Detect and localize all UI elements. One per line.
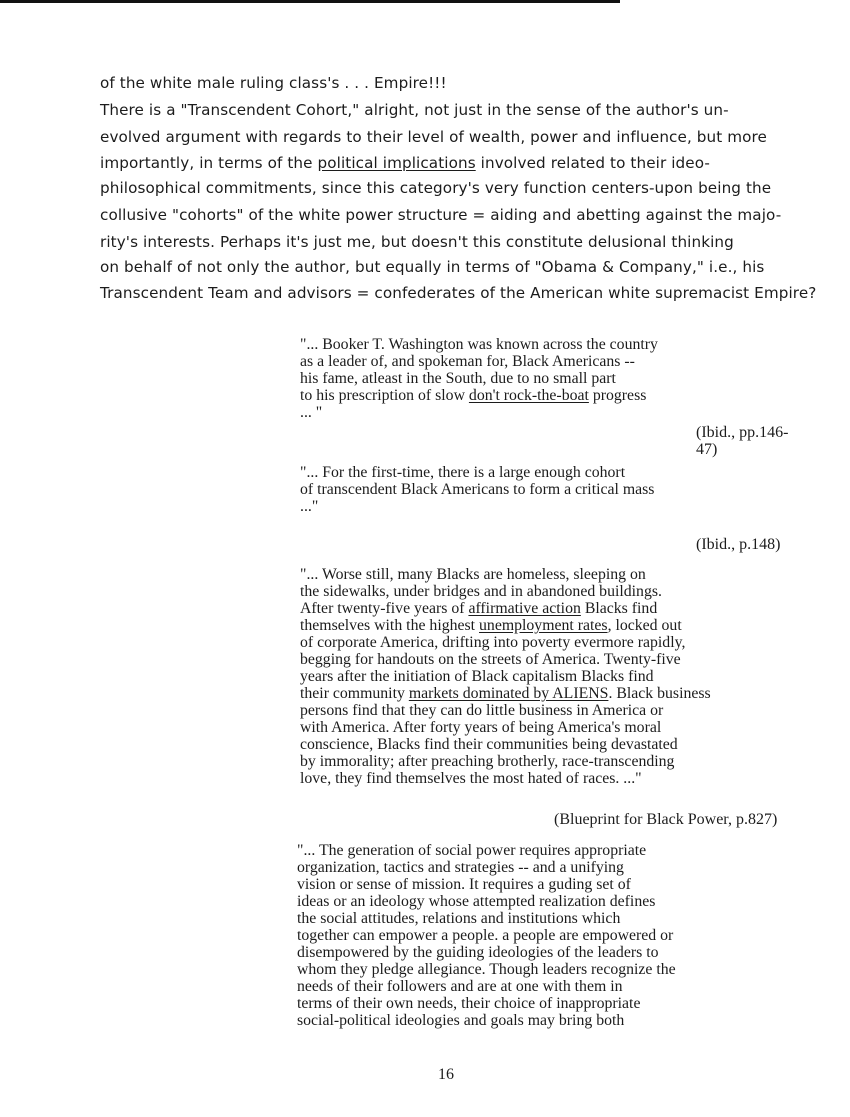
- text-run: the sidewalks, under bridges and in abandoned buildings.: [300, 583, 662, 600]
- text-run: ...": [300, 498, 319, 515]
- quote-line: [300, 685, 711, 703]
- quote-line: [300, 481, 654, 499]
- quote-line: [297, 876, 631, 894]
- quote-line: [300, 617, 682, 635]
- text-run: conscience, Blacks find their communities being devastated: [300, 736, 678, 753]
- body-line: [100, 74, 447, 92]
- text-run: progress: [588, 387, 647, 404]
- body-line: [100, 179, 771, 197]
- quote-line: [297, 927, 673, 945]
- quote-line: [300, 370, 616, 388]
- text-run: of transcendent Black Americans to form a critical mass: [300, 481, 655, 498]
- text-run: to his prescription of slow: [300, 387, 469, 404]
- quote-line: [297, 961, 676, 979]
- body-line: [100, 258, 764, 276]
- text-run: years after the initiation of Black capitalism Blacks find: [300, 668, 654, 685]
- text-run: his fame, atleast in the South, due to no small part: [300, 370, 616, 387]
- text-run: on behalf of not only the author, but equally in terms of "Obama & Company," i.e., his: [100, 258, 765, 276]
- quote-line: [297, 910, 620, 928]
- quote-line: [300, 387, 646, 405]
- body-line: [100, 154, 710, 172]
- text-run: rity's interests. Perhaps it's just me, but doesn't this constitute delusional thinking: [100, 233, 734, 251]
- quote-line: [300, 702, 663, 720]
- text-run: "... Booker T. Washington was known across the country: [300, 336, 658, 353]
- quote-line: [300, 600, 657, 618]
- text-run: There is a "Transcendent Cohort," alright, not just in the sense of the author's un-: [100, 101, 729, 119]
- page-number: 16: [438, 1066, 454, 1083]
- underlined-phrase: markets dominated by ALIENS: [408, 685, 609, 702]
- text-run: Transcendent Team and advisors = confederates of the American white supremacist Empire?: [100, 284, 817, 302]
- text-run: ideas or an ideology whose attempted realization defines: [297, 893, 656, 910]
- body-line: [100, 101, 729, 119]
- text-run: evolved argument with regards to their level of wealth, power and influence, but more: [100, 128, 767, 146]
- text-run: with America. After forty years of being America's moral: [300, 719, 662, 736]
- quote-line: [300, 719, 661, 737]
- citation: (Ibid., pp.146-: [696, 424, 789, 441]
- quote-line: [297, 842, 646, 860]
- text-run: needs of their followers and are at one with them in: [297, 978, 623, 995]
- quote-line: [300, 736, 678, 754]
- quote-line: [300, 566, 646, 584]
- text-run: . Black business: [608, 685, 711, 702]
- quote-line: [300, 498, 318, 516]
- quote-line: [300, 336, 658, 354]
- text-run: by immorality; after preaching brotherly, race-transcending: [300, 753, 675, 770]
- text-run: importantly, in terms of the: [100, 154, 318, 172]
- text-run: together can empower a people. a people are empowered or: [297, 927, 674, 944]
- top-border-line: [0, 0, 620, 3]
- citation: (Ibid., p.148): [696, 536, 781, 553]
- quote-line: [297, 978, 623, 996]
- text-run: organization, tactics and strategies -- and a unifying: [297, 859, 624, 876]
- quote-line: [297, 893, 655, 911]
- quote-line: [300, 753, 674, 771]
- body-line: [100, 233, 734, 251]
- text-run: vision or sense of mission. It requires a guding set of: [297, 876, 631, 893]
- text-run: "... For the first-time, there is a large enough cohort: [300, 464, 626, 481]
- quote-line: [297, 995, 640, 1013]
- text-run: collusive "cohorts" of the white power structure = aiding and abetting against the majo-: [100, 206, 782, 224]
- quote-line: [297, 1012, 624, 1030]
- text-run: Blacks find: [580, 600, 658, 617]
- quote-line: [300, 651, 681, 669]
- text-run: ... ": [300, 404, 323, 421]
- body-line: [100, 206, 781, 224]
- underlined-phrase: political implications: [317, 154, 476, 172]
- quote-line: [300, 353, 635, 371]
- quote-line: [300, 770, 642, 788]
- quote-line: [300, 634, 685, 652]
- text-run: "... Worse still, many Blacks are homeless, sleeping on: [300, 566, 646, 583]
- text-run: "... The generation of social power requires appropriate: [297, 842, 647, 859]
- text-run: , locked out: [607, 617, 682, 634]
- underlined-phrase: unemployment rates: [479, 617, 608, 634]
- text-run: After twenty-five years of: [300, 600, 469, 617]
- body-line: [100, 128, 767, 146]
- text-run: of the white male ruling class's . . . Empire!!!: [100, 74, 447, 92]
- text-run: begging for handouts on the streets of America. Twenty-five: [300, 651, 681, 668]
- text-run: the social attitudes, relations and institutions which: [297, 910, 621, 927]
- text-run: disempowered by the guiding ideologies of the leaders to: [297, 944, 659, 961]
- citation: (Blueprint for Black Power, p.827): [554, 811, 778, 828]
- text-run: social-political ideologies and goals may bring both: [297, 1012, 625, 1029]
- citation: 47): [696, 441, 718, 458]
- text-run: persons find that they can do little business in America or: [300, 702, 664, 719]
- quote-line: [300, 668, 654, 686]
- text-run: as a leader of, and spokeman for, Black Americans --: [300, 353, 635, 370]
- text-run: involved related to their ideo-: [475, 154, 710, 172]
- underlined-phrase: don't rock-the-boat: [468, 387, 589, 404]
- text-run: themselves with the highest: [300, 617, 480, 634]
- text-run: philosophical commitments, since this category's very function centers-upon being the: [100, 179, 772, 197]
- text-run: terms of their own needs, their choice of inappropriate: [297, 995, 641, 1012]
- text-run: of corporate America, drifting into poverty evermore rapidly,: [300, 634, 686, 651]
- quote-line: [297, 944, 659, 962]
- body-line: [100, 284, 816, 302]
- quote-line: [300, 404, 322, 422]
- text-run: whom they pledge allegiance. Though leaders recognize the: [297, 961, 676, 978]
- underlined-phrase: affirmative action: [468, 600, 581, 617]
- text-run: their community: [300, 685, 409, 702]
- text-run: love, they find themselves the most hated of races. ...": [300, 770, 642, 787]
- quote-line: [297, 859, 624, 877]
- quote-line: [300, 464, 625, 482]
- quote-line: [300, 583, 662, 601]
